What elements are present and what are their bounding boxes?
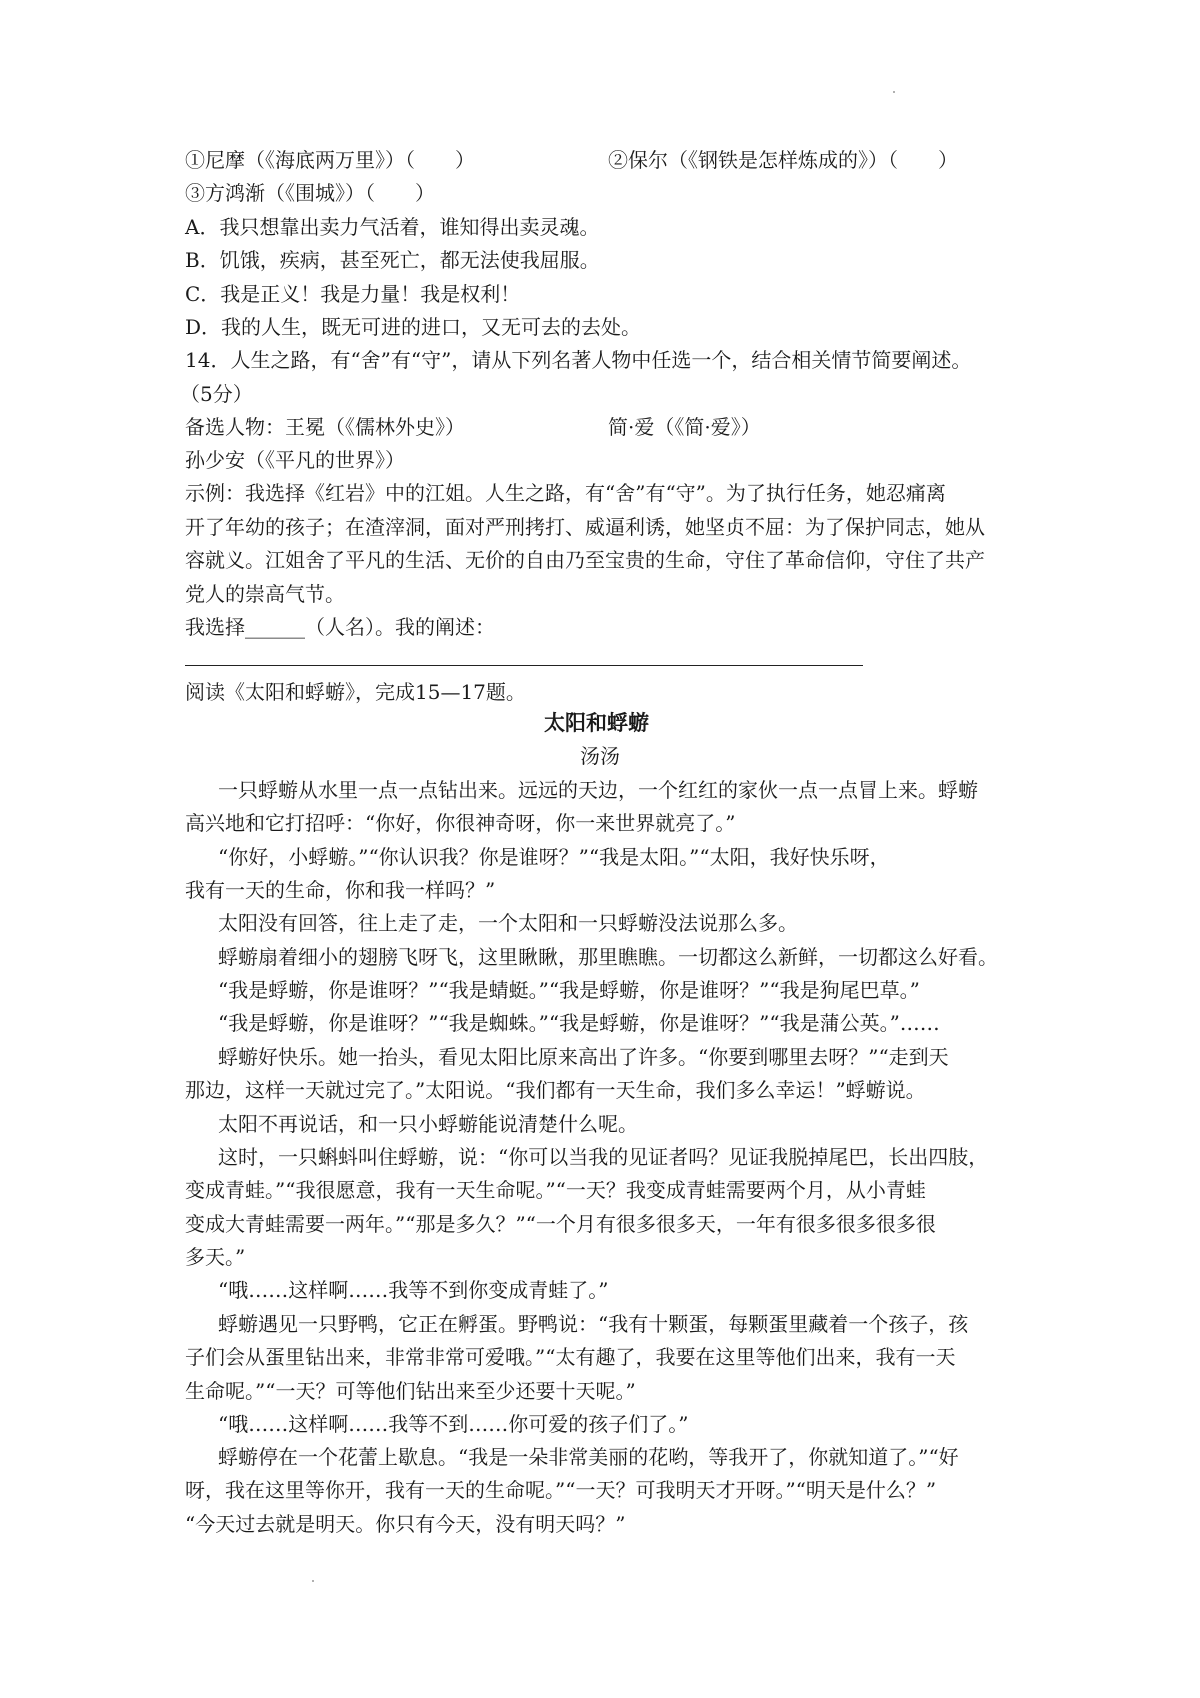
passage-line: “你好，小蜉蝣。”“你认识我？你是谁呀？”“我是太阳。”“太阳，我好快乐呀， (218, 845, 890, 869)
passage-line: 变成大青蛙需要一两年。”“那是多久？”“一个月有很多很多天，一年有很多很多很多很 (185, 1212, 936, 1236)
passage-line: “哦……这样啊……我等不到你变成青蛙了。” (218, 1278, 609, 1302)
q13-option-3: ③方鸿渐（《围城》）（ ） (185, 181, 435, 205)
passage-line: 这时，一只蝌蚪叫住蜉蝣，说：“你可以当我的见证者吗？见证我脱掉尾巴，长出四肢， (218, 1145, 989, 1169)
passage-line: 高兴地和它打招呼：“你好，你很神奇呀，你一来世界就亮了。” (185, 811, 736, 835)
answer-rule-line (185, 665, 863, 666)
passage-line: 太阳不再说话，和一只小蜉蝣能说清楚什么呢。 (218, 1112, 638, 1136)
passage-title: 太阳和蜉蝣 (544, 710, 649, 735)
q14-stem-line-1: 14．人生之路，有“舍”有“守”，请从下列名著人物中任选一个，结合相关情节简要阐述。 (185, 348, 972, 372)
q14-stem-line-2: （5分） (180, 382, 253, 406)
passage-line: 蜉蝣扇着细小的翅膀飞呀飞，这里瞅瞅，那里瞧瞧。一切都这么新鲜，一切都这么好看。 (218, 945, 998, 969)
q13-option-2: ②保尔（《钢铁是怎样炼成的》）（ ） (608, 148, 958, 172)
q14-example-line-3: 容就义。江姐舍了平凡的生活、无价的自由乃至宝贵的生命，守住了革命信仰，守住了共产 (185, 548, 985, 572)
passage-line: 蜉蝣好快乐。她一抬头，看见太阳比原来高出了许多。“你要到哪里去呀？”“走到天 (218, 1045, 949, 1069)
scan-dot-top (893, 91, 895, 93)
passage-line: 那边，这样一天就过完了。”太阳说。“我们都有一天生命，我们多么幸运！”蜉蝣说。 (185, 1078, 926, 1102)
q13-choice-d: D．我的人生，既无可进的进口，又无可去的去处。 (185, 315, 642, 339)
q14-candidate-3: 孙少安（《平凡的世界》） (185, 448, 405, 472)
passage-line: “我是蜉蝣，你是谁呀？”“我是蜘蛛。”“我是蜉蝣，你是谁呀？”“我是蒲公英。”…… (218, 1011, 940, 1035)
q14-example-line-4: 党人的崇高气节。 (185, 582, 345, 606)
q14-answer-prompt: 我选择______（人名）。我的阐述： (185, 615, 495, 639)
q13-option-1: ①尼摩（《海底两万里》）（ ） (185, 148, 475, 172)
q14-candidate-2: 简·爱（《简·爱》） (608, 415, 761, 439)
q13-choice-a: A．我只想靠出卖力气活着，谁知得出卖灵魂。 (185, 215, 600, 239)
reading-intro: 阅读《太阳和蜉蝣》，完成15—17题。 (185, 680, 526, 704)
q13-choice-b: B．饥饿，疾病，甚至死亡，都无法使我屈服。 (185, 248, 600, 272)
passage-line: 蜉蝣遇见一只野鸭，它正在孵蛋。野鸭说：“我有十颗蛋，每颗蛋里藏着一个孩子，孩 (218, 1312, 969, 1336)
passage-line: 呀，我在这里等你开，我有一天的生命呢。”“一天？可我明天才开呀。”“明天是什么？” (185, 1478, 937, 1502)
passage-line: 生命呢。”“一天？可等他们钻出来至少还要十天呢。” (185, 1379, 636, 1403)
passage-line: 多天。” (185, 1245, 246, 1269)
passage-line: 一只蜉蝣从水里一点一点钻出来。远远的天边，一个红红的家伙一点一点冒上来。蜉蝣 (218, 778, 978, 802)
passage-line: 我有一天的生命，你和我一样吗？” (185, 878, 496, 902)
q14-candidate-1: 备选人物：王冕（《儒林外史》） (185, 415, 465, 439)
passage-line: 变成青蛙。”“我很愿意，我有一天生命呢。”“一天？我变成青蛙需要两个月，从小青蛙 (185, 1178, 926, 1202)
q14-example-line-2: 开了年幼的孩子；在渣滓洞，面对严刑拷打、威逼利诱，她坚贞不屈：为了保护同志，她从 (185, 515, 985, 539)
scan-dot-bottom (312, 1580, 314, 1582)
passage-line: “今天过去就是明天。你只有今天，没有明天吗？” (185, 1512, 626, 1536)
passage-author: 汤汤 (580, 744, 620, 768)
passage-line: “我是蜉蝣，你是谁呀？”“我是蜻蜓。”“我是蜉蝣，你是谁呀？”“我是狗尾巴草。” (218, 978, 920, 1002)
passage-line: 子们会从蛋里钻出来，非常非常可爱哦。”“太有趣了，我要在这里等他们出来，我有一天 (185, 1345, 956, 1369)
q13-choice-c: C．我是正义！我是力量！我是权利！ (185, 282, 521, 306)
q14-example-line-1: 示例：我选择《红岩》中的江姐。人生之路，有“舍”有“守”。为了执行任务，她忍痛离 (185, 481, 946, 505)
passage-line: 太阳没有回答，往上走了走，一个太阳和一只蜉蝣没法说那么多。 (218, 911, 798, 935)
passage-line: 蜉蝣停在一个花蕾上歇息。“我是一朵非常美丽的花哟，等我开了，你就知道了。”“好 (218, 1445, 959, 1469)
passage-line: “哦……这样啊……我等不到……你可爱的孩子们了。” (218, 1412, 689, 1436)
